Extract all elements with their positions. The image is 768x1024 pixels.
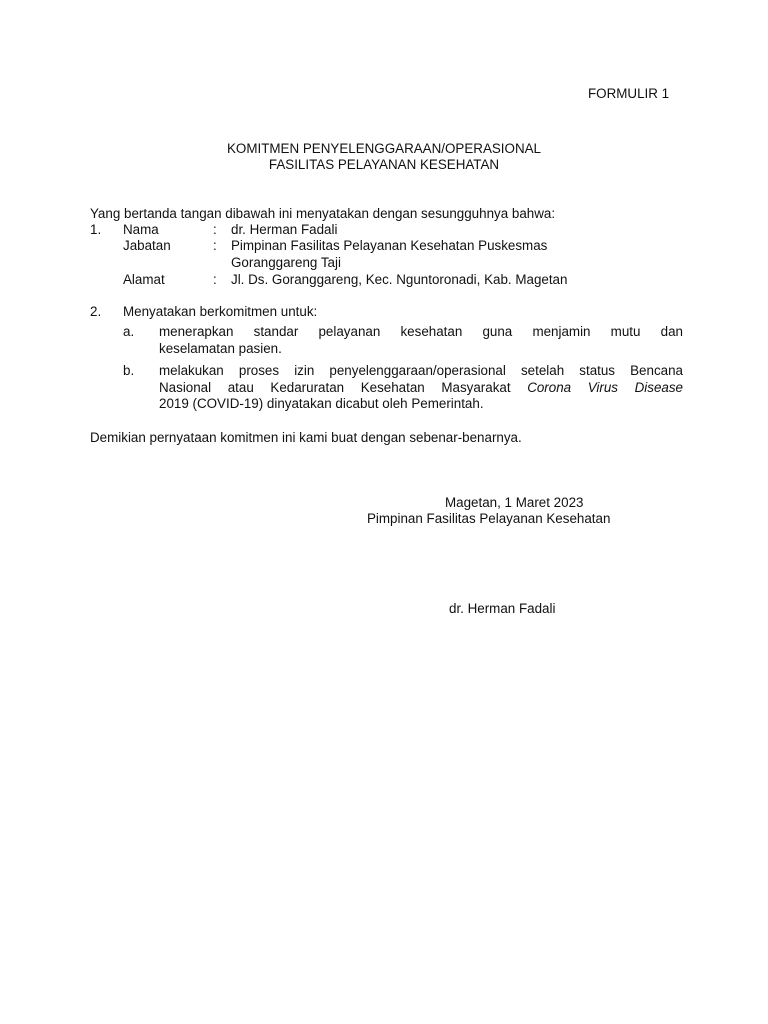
commitment-heading: Menyatakan berkomitmen untuk: [123, 304, 318, 319]
document-title-line1: KOMITMEN PENYELENGGARAAN/OPERASIONAL [226, 141, 541, 156]
nama-colon: : [213, 222, 217, 237]
point-a-line1: menerapkan standar pelayanan kesehatan guna menjamin mutu dan [159, 324, 683, 339]
nama-label: Nama [123, 222, 159, 237]
alamat-colon: : [213, 272, 217, 287]
point-b-line2-text: Nasional atau Kedaruratan Kesehatan Masyarakat [159, 380, 511, 395]
item-2-number: 2. [90, 304, 102, 319]
alamat-label: Alamat [123, 272, 165, 287]
nama-value: dr. Herman Fadali [231, 222, 338, 237]
point-a-marker: a. [123, 324, 135, 339]
point-b-line2-italic: Corona Virus Disease [527, 380, 683, 395]
signature-place-date: Magetan, 1 Maret 2023 [445, 495, 584, 510]
signature-name: dr. Herman Fadali [449, 601, 556, 616]
item-1-number: 1. [90, 222, 102, 237]
jabatan-label: Jabatan [123, 238, 171, 253]
point-b-line3: 2019 (COVID-19) dinyatakan dicabut oleh Pemerintah. [159, 396, 484, 411]
jabatan-value-line1: Pimpinan Fasilitas Pelayanan Kesehatan Puskesmas [231, 238, 548, 253]
point-a-line2: keselamatan pasien. [159, 341, 282, 356]
signature-role: Pimpinan Fasilitas Pelayanan Kesehatan [367, 511, 611, 526]
alamat-value: Jl. Ds. Goranggareng, Kec. Nguntoronadi, Kab. Magetan [231, 272, 568, 287]
point-b-line1: melakukan proses izin penyelenggaraan/operasional setelah status Bencana [159, 363, 683, 378]
jabatan-value-line2: Goranggareng Taji [231, 255, 341, 270]
document-title-line2: FASILITAS PELAYANAN KESEHATAN [268, 157, 500, 172]
intro-statement: Yang bertanda tangan dibawah ini menyatakan dengan sesungguhnya bahwa: [90, 206, 556, 221]
jabatan-colon: : [213, 238, 217, 253]
point-b-marker: b. [123, 363, 135, 378]
form-label: FORMULIR 1 [588, 86, 670, 101]
closing-statement: Demikian pernyataan komitmen ini kami buat dengan sebenar-benarnya. [90, 430, 522, 445]
point-b-line2 [159, 380, 683, 396]
